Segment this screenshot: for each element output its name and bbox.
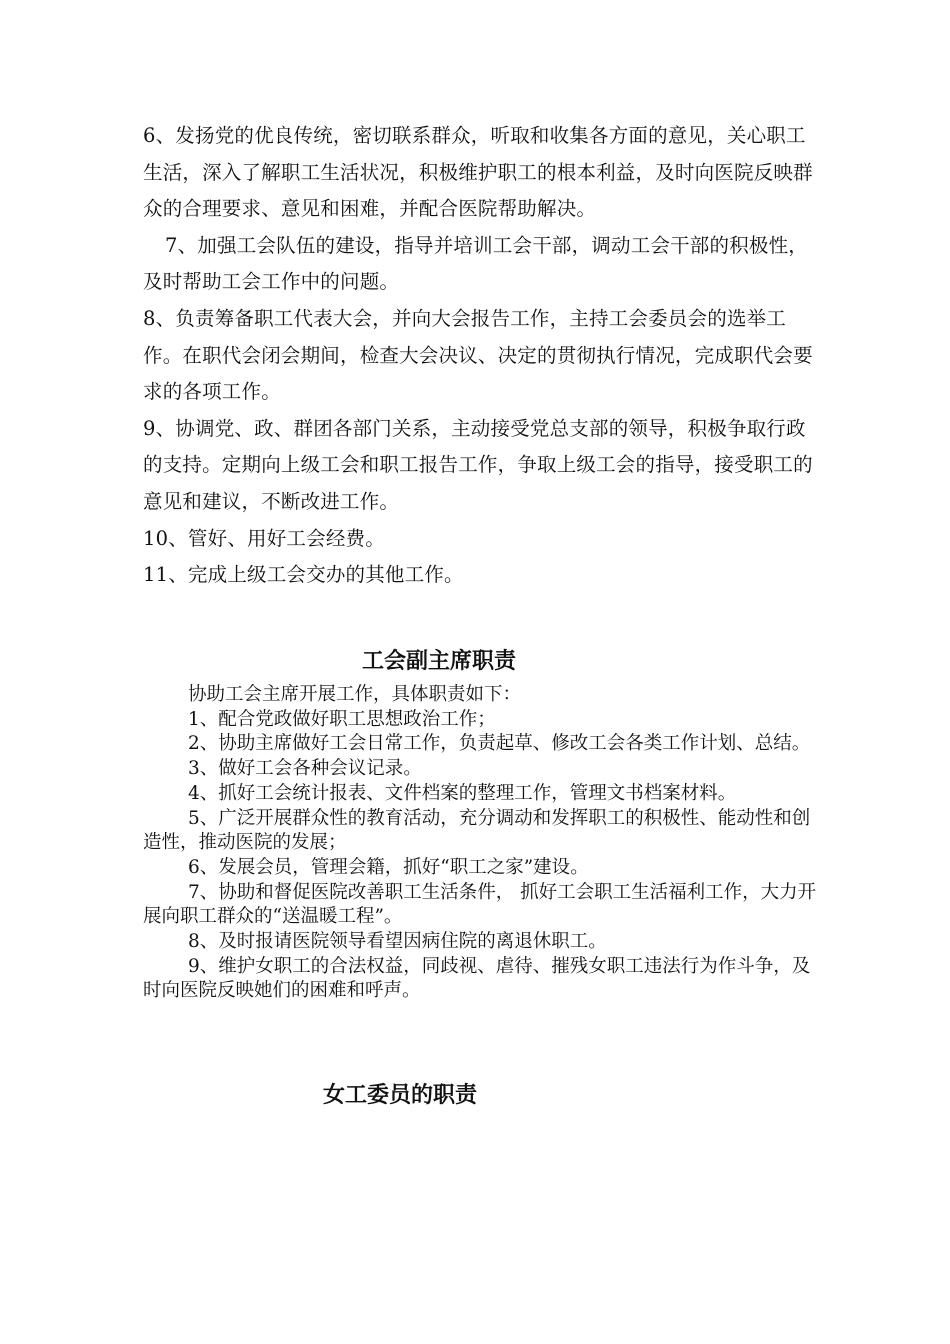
- duty-item-11: 11、完成上级工会交办的其他工作。: [143, 563, 464, 587]
- vice-chair-item-1: 1、配合党政做好职工思想政治工作；: [188, 708, 496, 730]
- vice-chair-item-7: 7、协助和督促医院改善职工生活条件， 抓好工会职工生活福利工作，大力开展向职工群众的“送温暖工程”。: [143, 881, 817, 928]
- vice-chair-intro: 协助工会主席开展工作，具体职责如下：: [188, 684, 522, 705]
- duty-item-6: 6、发扬党的优良传统，密切联系群众，听取和收集各方面的意见，关心职工生活，深入了解职工生活状况，积极维护职工的根本利益，及时向医院反映群众的合理要求、意见和困难，并配合医院帮助解决。: [143, 124, 813, 221]
- vice-chair-item-9: 9、维护女职工的合法权益，同歧视、虐待、摧残女职工违法行为作斗争，及时向医院反映她们的困难和呼声。: [143, 955, 811, 1002]
- vice-chair-duties-heading: 工会副主席职责: [362, 648, 517, 674]
- union-chair-duties-continued: [143, 118, 823, 594]
- vice-chair-item-3: 3、做好工会各种会议记录。: [188, 758, 422, 780]
- vice-chair-duties-list: [143, 683, 823, 1004]
- women-committee-duties-heading: 女工委员的职责: [323, 1082, 478, 1108]
- duty-item-10: 10、管好、用好工会经费。: [143, 526, 385, 550]
- duty-item-7: 7、加强工会队伍的建设，指导并培训工会干部，调动工会干部的积极性，及时帮助工会工作中的问题。: [143, 233, 809, 294]
- duty-item-9: 9、协调党、政、群团各部门关系，主动接受党总支部的领导，积极争取行政的支持。定期向上级工会和职工报告工作，争取上级工会的指导，接受职工的意见和建议，不断改进工作。: [143, 416, 813, 513]
- vice-chair-item-5: 5、广泛开展群众性的教育活动，充分调动和发挥职工的积极性、能动性和创造性，推动医院的发展；: [143, 807, 811, 854]
- vice-chair-item-8: 8、及时报请医院领导看望因病住院的离退休职工。: [188, 931, 607, 953]
- vice-chair-item-6: 6、发展会员，管理会籍，抓好“职工之家”建设。: [188, 856, 589, 878]
- vice-chair-item-2: 2、协助主席做好工会日常工作，负责起草、修改工会各类工作计划、总结。: [188, 733, 811, 755]
- vice-chair-item-4: 4、抓好工会统计报表、文件档案的整理工作，管理文书档案材料。: [188, 782, 737, 804]
- duty-item-8: 8、负责筹备职工代表大会，并向大会报告工作，主持工会委员会的选举工作。在职代会闭会期间，检查大会决议、决定的贯彻执行情况，完成职代会要求的各项工作。: [143, 306, 813, 404]
